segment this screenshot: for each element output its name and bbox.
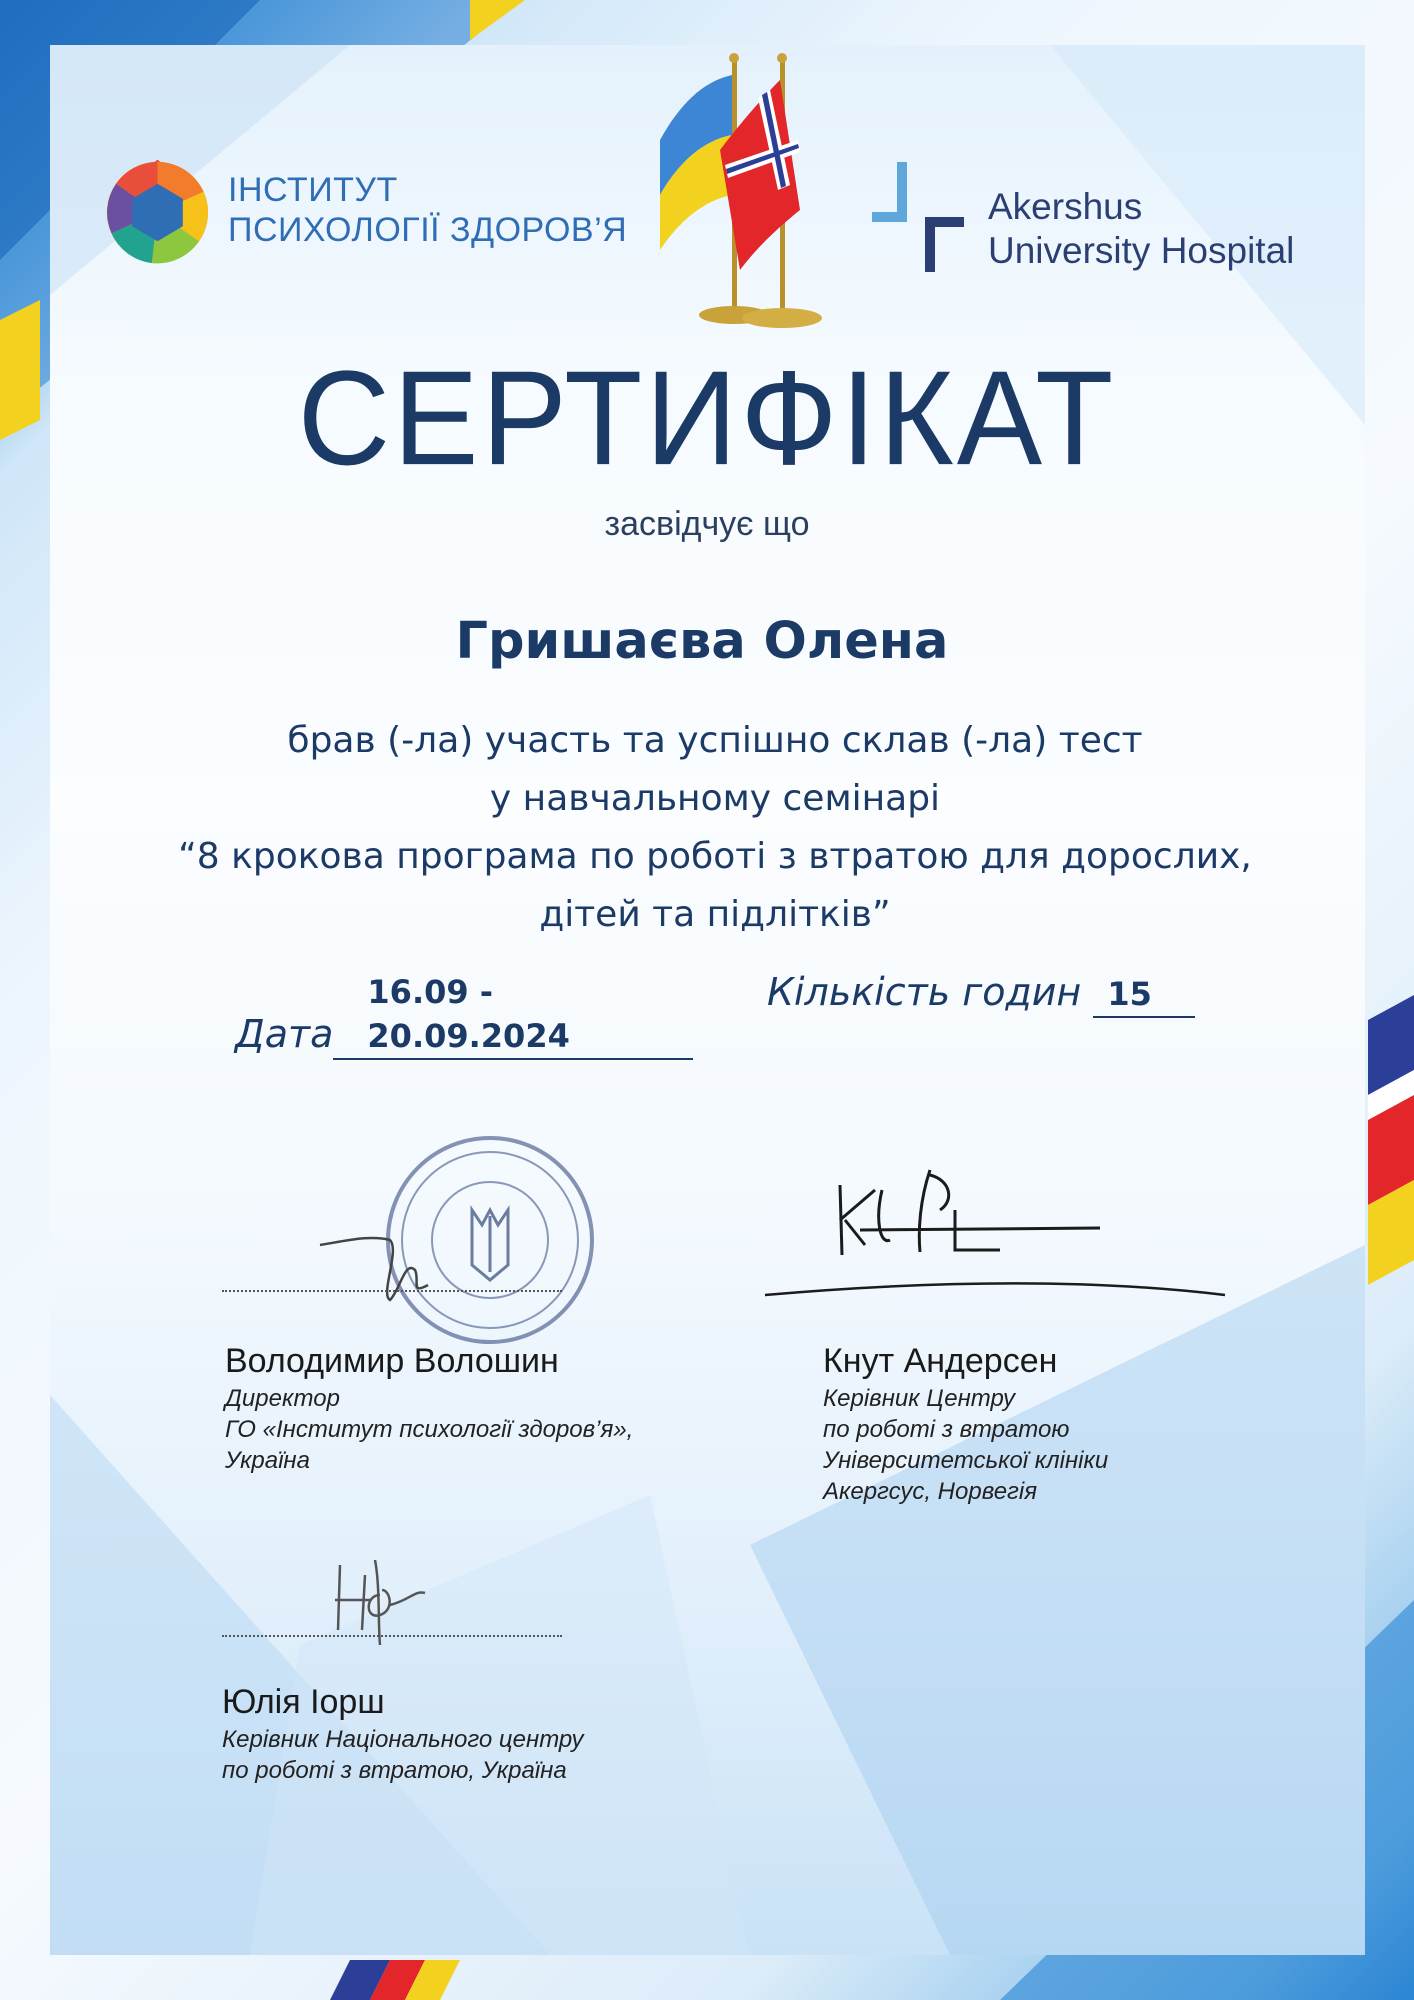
flags-icon (640, 20, 855, 330)
certificate-body (0, 712, 1414, 944)
signer-role-voloshyn (225, 1383, 633, 1476)
signature-line-1 (222, 1290, 562, 1292)
role-line: ГО «Інститут психології здоров’я», (225, 1416, 634, 1443)
hours-value: 15 (1093, 972, 1195, 1018)
institute-logo-icon (100, 155, 215, 270)
signer-name-voloshyn: Володимир Волошин (225, 1342, 559, 1380)
signature-voloshyn (310, 1200, 440, 1310)
institute-logo-line1: ІНСТИТУТ (228, 171, 398, 209)
date-label: Дата (235, 1012, 334, 1056)
role-line: по роботі з втратою, Україна (222, 1757, 567, 1784)
date-field (235, 970, 693, 1056)
signature-line-3 (222, 1635, 562, 1637)
certificate-title: СЕРТИФІКАТ (297, 343, 1117, 494)
hours-field (767, 970, 1195, 1030)
signature-iorsh (320, 1545, 440, 1655)
hospital-logo-text (988, 185, 1294, 273)
role-line: Україна (225, 1447, 310, 1474)
signer-role-iorsh (222, 1724, 583, 1786)
hospital-logo-line1: Akershus (988, 186, 1143, 227)
institute-logo-line2: ПСИХОЛОГІЇ ЗДОРОВ’Я (228, 211, 628, 249)
role-line: Керівник Центру (823, 1385, 1016, 1412)
body-line: “8 крокова програма по роботі з втратою для дорослих, (178, 836, 1252, 877)
role-line: по роботі з втратою (823, 1416, 1070, 1443)
role-line: Директор (225, 1385, 340, 1412)
signer-name-iorsh: Юлія Іорш (222, 1683, 385, 1721)
hospital-logo-line2: University Hospital (988, 230, 1295, 271)
date-value: 16.09 - 20.09.2024 (333, 970, 693, 1060)
hospital-logo-icon (872, 162, 964, 272)
signature-flourish (760, 1265, 1230, 1305)
body-line: у навчальному семінарі (489, 778, 941, 819)
recipient-name: Гришаєва Олена (455, 612, 949, 671)
body-line: дітей та підлітків” (539, 894, 891, 935)
role-line: Університетської клініки (823, 1447, 1109, 1474)
signer-role-andersen (823, 1383, 1108, 1507)
institute-logo-text (228, 170, 627, 250)
signer-name-andersen: Кнут Андерсен (823, 1342, 1058, 1380)
hours-label: Кількість годин (767, 970, 1082, 1014)
role-line: Акергсус, Норвегія (823, 1478, 1038, 1505)
body-line: брав (-ла) участь та успішно склав (-ла) тест (287, 720, 1143, 761)
certificate-subtitle: засвідчує що (604, 505, 810, 543)
role-line: Керівник Національного центру (222, 1726, 584, 1753)
